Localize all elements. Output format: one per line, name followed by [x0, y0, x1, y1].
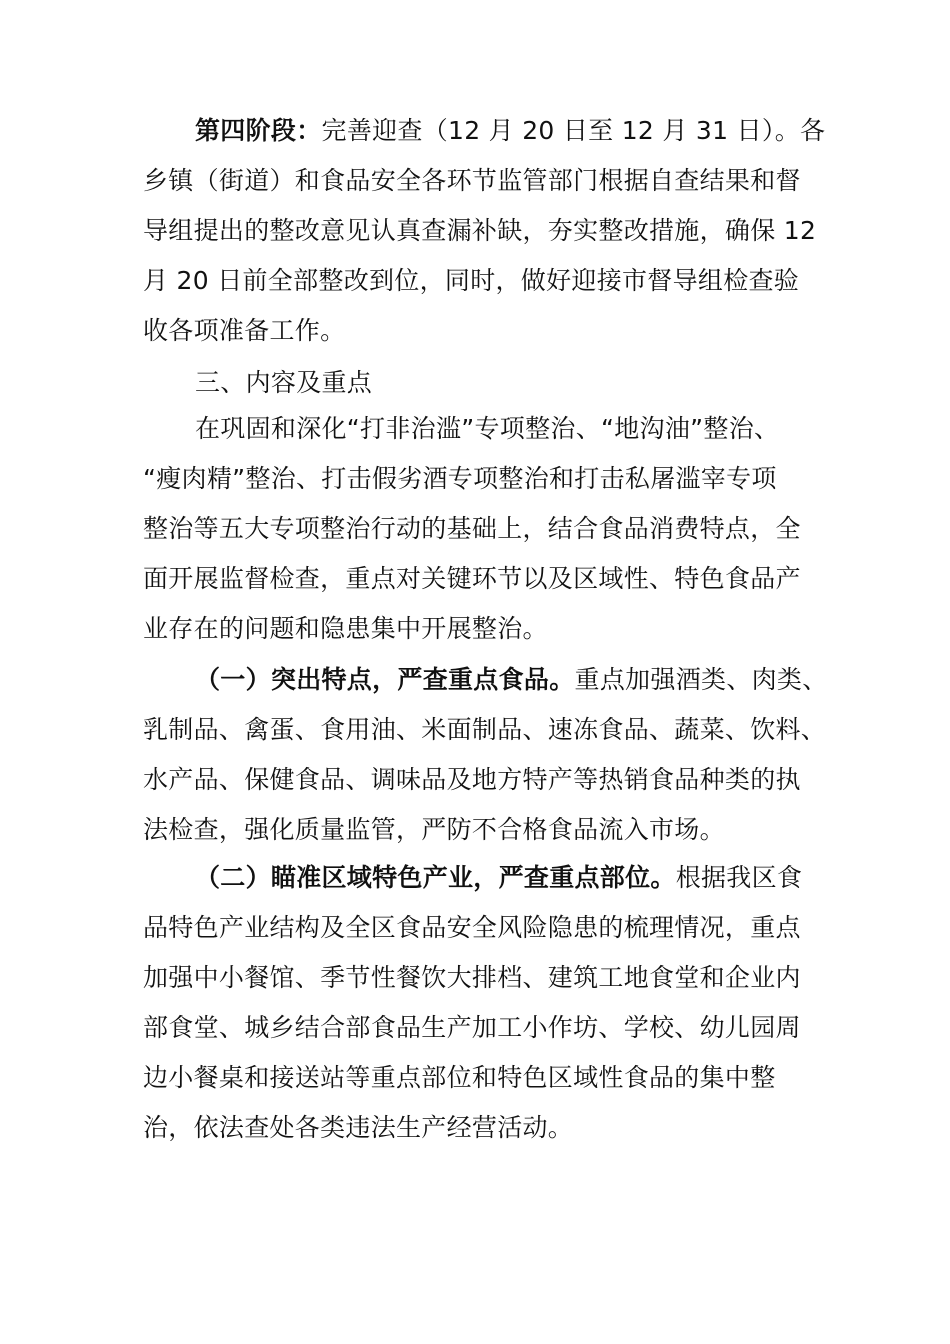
section3-paragraph	[143, 404, 809, 654]
item1-paragraph	[143, 655, 828, 855]
item1-line-4: 法检查，强化质量监管，严防不合格食品流入市场。	[143, 815, 725, 844]
stage4-label: 第四阶段：	[195, 116, 322, 145]
item1-line-2: 乳制品、禽蛋、食用油、米面制品、速冻食品、蔬菜、饮料、	[143, 715, 827, 744]
stage4-line-3: 导组提出的整改意见认真查漏补缺，夯实整改措施，确保 12	[143, 216, 817, 245]
stage4-line-2: 乡镇（街道）和食品安全各环节监管部门根据自查结果和督	[143, 166, 801, 195]
section3-line-2: “瘦肉精”整治、打击假劣酒专项整治和打击私屠滥宰专项	[143, 464, 777, 493]
item1-line-1	[143, 655, 828, 705]
item2-line-3: 加强中小餐馆、季节性餐饮大排档、建筑工地食堂和企业内	[143, 963, 801, 992]
item2-line-5: 边小餐桌和接送站等重点部位和特色区域性食品的集中整	[143, 1063, 776, 1092]
stage4-line-5: 收各项准备工作。	[143, 316, 346, 345]
stage4-text: 完善迎查（12 月 20 日至 12 月 31 日）。各	[321, 116, 826, 145]
section3-heading-block	[143, 358, 809, 408]
item2-line-6: 治，依法查处各类违法生产经营活动。	[143, 1113, 574, 1142]
item2-text: 根据我区食	[675, 863, 803, 892]
item2-line-1	[143, 853, 809, 903]
item1-line-3: 水产品、保健食品、调味品及地方特产等热销食品种类的执	[143, 765, 801, 794]
item1-label: （一）突出特点，严查重点食品。	[195, 665, 575, 694]
stage4-line-1	[143, 106, 826, 156]
item2-paragraph	[143, 853, 809, 1153]
item2-line-2: 品特色产业结构及全区食品安全风险隐患的梳理情况，重点	[143, 913, 801, 942]
section-heading: 三、内容及重点	[195, 368, 373, 397]
section3-line-4: 面开展监督检查，重点对关键环节以及区域性、特色食品产	[143, 564, 801, 593]
stage4-line-4: 月 20 日前全部整改到位，同时，做好迎接市督导组检查验	[143, 266, 800, 295]
item2-label: （二）瞄准区域特色产业，严查重点部位。	[195, 863, 676, 892]
item1-text: 重点加强酒类、肉类、	[574, 665, 828, 694]
section3-line-1: 在巩固和深化“打非治滥”专项整治、“地沟油”整治、	[195, 414, 780, 443]
section3-line-5: 业存在的问题和隐患集中开展整治。	[143, 614, 548, 643]
item2-line-4: 部食堂、城乡结合部食品生产加工小作坊、学校、幼儿园周	[143, 1013, 801, 1042]
section3-line-3: 整治等五大专项整治行动的基础上，结合食品消费特点，全	[143, 514, 801, 543]
stage4-paragraph	[143, 106, 826, 356]
